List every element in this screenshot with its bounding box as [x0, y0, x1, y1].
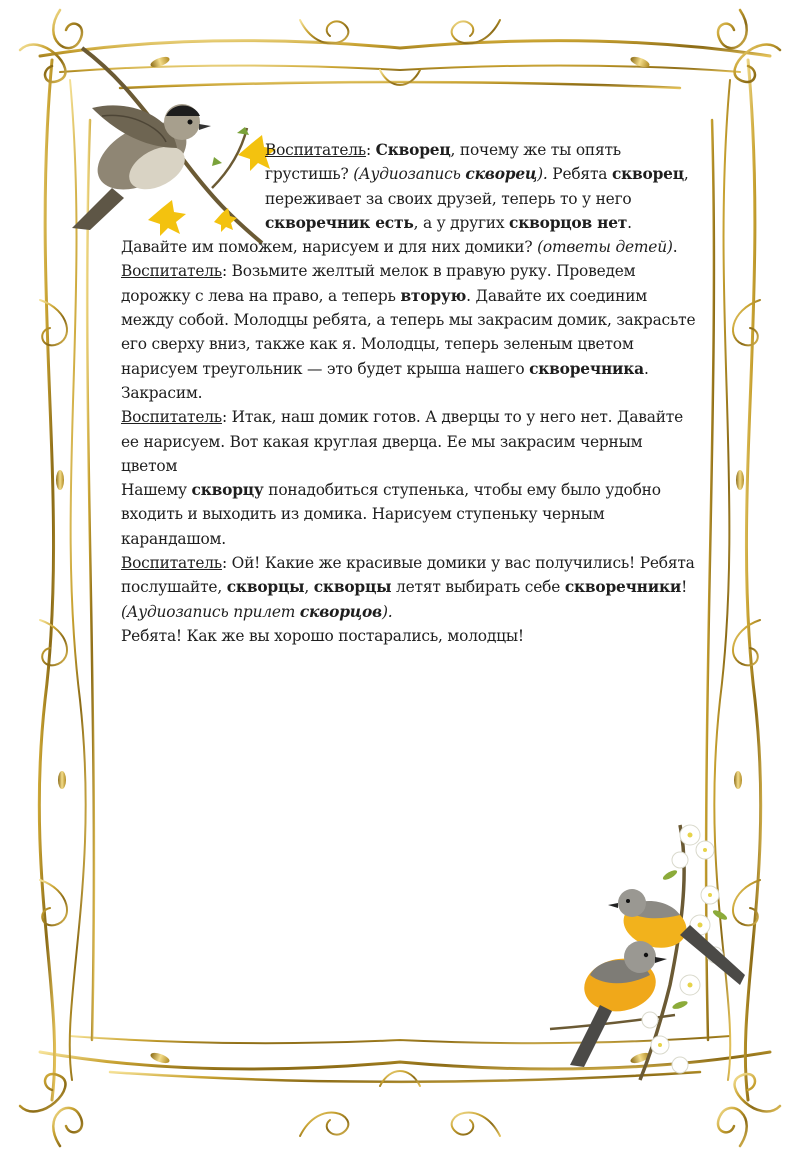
text-segment: . [672, 238, 678, 257]
text-segment: скворечники [564, 578, 682, 597]
text-segment: Давайте им поможем, нарисуем и для них домики? [121, 238, 538, 257]
text-segment: : Итак, наш домик готов. А дверцы то у него нет. Давайте ее нарисуем. Вот какая круглая дверца. Ее мы закрасим черным цветом [121, 408, 684, 475]
text-segment: летят выбирать себе [391, 578, 565, 597]
text-segment: скворцы [226, 578, 305, 597]
text-segment: : [365, 141, 376, 159]
text-segment: , переживает за своих друзей, теперь то у него [265, 165, 689, 208]
lesson-text [121, 138, 701, 648]
paragraph-1 [121, 235, 701, 259]
paragraph-5 [121, 551, 701, 624]
text-segment: Воспитатель [121, 554, 222, 573]
text-segment: понадобиться ступенька, чтобы ему было удобно входить и выходить из домика. Нарисуем ступеньку черным карандашом. [121, 481, 661, 548]
paragraph-6 [121, 624, 701, 648]
text-segment: скворцы [313, 578, 392, 597]
text-segment: : Возьмите желтый мелок в правую руку. Проведем дорожку с лева на право, а теперь [121, 262, 636, 305]
text-segment: Скворец [375, 141, 451, 159]
text-segment: , [304, 578, 314, 597]
paragraph-2 [121, 259, 701, 405]
text-segment: ! [681, 578, 688, 597]
text-segment: Воспитатель [121, 262, 222, 281]
text-segment: скворцов нет [509, 213, 628, 232]
text-segment: . Давайте их соединим между собой. Молодцы ребята, а теперь мы закрасим домик, закрасьте его сверху вниз, также как я. Молодцы, теперь зеленым цветом нарисуем треугольник — это будет крыша нашего [121, 286, 696, 378]
text-segment: скворец [465, 165, 538, 184]
text-segment: Ребята [547, 165, 612, 184]
text-segment: Ребята! Как же вы хорошо постарались, молодцы! [121, 626, 524, 645]
text-segment: , почему же ты опять грустишь? [265, 141, 621, 184]
text-segment: Воспитатель [121, 408, 222, 427]
text-segment: Воспитатель [265, 141, 366, 159]
text-segment: (Аудиозапись прилет [121, 602, 300, 621]
two-birds-on-blossom-illustration [540, 815, 770, 1085]
text-segment: (ответы детей) [537, 238, 673, 257]
text-segment: скворцу [191, 481, 264, 500]
text-segment: скворцов [299, 602, 382, 621]
text-segment: (Аудиозапись [353, 165, 466, 184]
text-segment: скворечник есть [265, 213, 414, 232]
text-segment: ). [537, 165, 548, 184]
paragraph-3 [121, 405, 701, 478]
paragraph-0 [121, 138, 701, 235]
text-segment: , а у других [413, 213, 510, 232]
text-segment: Нашему [121, 481, 192, 500]
text-segment: скворец [611, 165, 684, 184]
text-segment: . Закрасим. [121, 359, 649, 402]
text-segment: вторую [400, 286, 467, 305]
text-segment: ). [381, 602, 393, 621]
text-segment: . [627, 213, 632, 232]
text-segment: скворечника [529, 359, 644, 378]
paragraph-4 [121, 478, 701, 551]
text-segment: : Ой! Какие же красивые домики у вас получились! Ребята послушайте, [121, 554, 695, 597]
